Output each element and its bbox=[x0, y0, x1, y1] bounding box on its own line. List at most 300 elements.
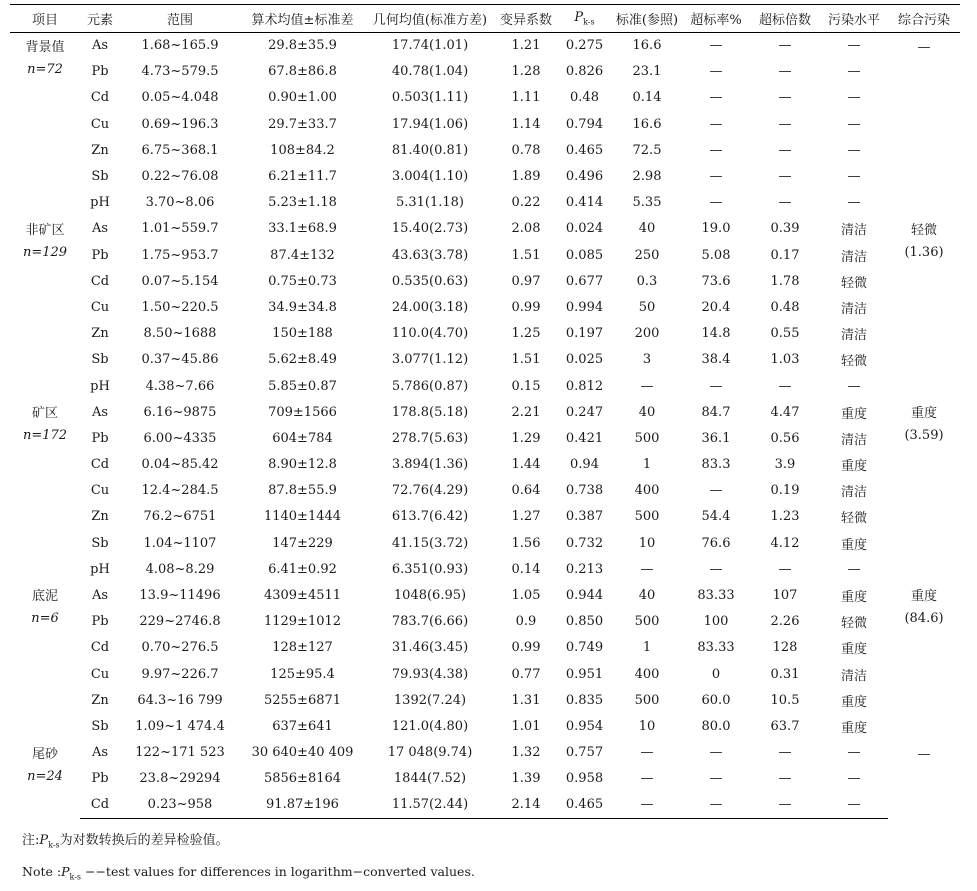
cell-pollution-level: 重度 bbox=[840, 537, 867, 553]
table-row bbox=[10, 687, 960, 713]
cell-arithmetic-mean: 91.87±196 bbox=[240, 792, 365, 818]
cell-geometric-mean: 43.63(3.78) bbox=[391, 247, 469, 263]
cell-coefficient-variation: 0.9 bbox=[515, 614, 537, 630]
cell-exceed-rate: 38.4 bbox=[701, 352, 731, 368]
cell-coefficient-variation: 0.77 bbox=[511, 666, 541, 682]
group-name: 底泥 bbox=[31, 589, 58, 605]
cell-geometric-mean: 178.8(5.18) bbox=[391, 404, 469, 420]
cell-standard: 250 bbox=[634, 247, 660, 263]
composite-level: 轻微 bbox=[910, 222, 937, 238]
cell-exceed-rate: — bbox=[709, 771, 723, 787]
composite-level: 重度 bbox=[910, 406, 937, 422]
table-row bbox=[10, 268, 960, 294]
header-range: 范围 bbox=[120, 5, 240, 33]
table-row bbox=[10, 216, 960, 242]
cell-standard: — bbox=[640, 745, 654, 761]
cell-exceed-multiple: 1.03 bbox=[770, 352, 800, 368]
cell-coefficient-variation: 1.31 bbox=[511, 692, 541, 708]
header-pollution-level: 污染水平 bbox=[820, 5, 888, 33]
cell-element: Zn bbox=[91, 326, 109, 342]
cell-standard: 5.35 bbox=[632, 195, 662, 211]
table-row bbox=[10, 792, 960, 818]
cell-pks: 0.275 bbox=[565, 38, 604, 54]
table-row bbox=[10, 766, 960, 792]
header-geometric-mean: 几何均值(标准方差) bbox=[365, 5, 495, 33]
table-row bbox=[10, 556, 960, 582]
cell-standard: 40 bbox=[638, 221, 656, 237]
cell-exceed-rate: 54.4 bbox=[701, 509, 731, 525]
cell-exceed-rate: 5.08 bbox=[701, 247, 731, 263]
cell-standard: 500 bbox=[634, 692, 660, 708]
cell-range: 4.38~7.66 bbox=[145, 378, 215, 394]
cell-geometric-mean: 278.7(5.63) bbox=[391, 430, 469, 446]
cell-pollution-level: — bbox=[847, 771, 861, 787]
cell-standard: 40 bbox=[638, 404, 656, 420]
cell-exceed-rate: — bbox=[709, 38, 723, 54]
table-row bbox=[10, 33, 960, 59]
cell-element: Zn bbox=[91, 692, 109, 708]
cell-standard: 200 bbox=[634, 326, 660, 342]
cell-element: Cu bbox=[90, 483, 110, 499]
pollution-statistics-table bbox=[10, 4, 960, 819]
note-chinese: 注$:P_{k-s}$为对数转换后的差异检验值。 bbox=[22, 833, 229, 850]
cell-exceed-rate: — bbox=[709, 378, 723, 394]
cell-range: 9.97~226.7 bbox=[141, 666, 219, 682]
cell-standard: 1 bbox=[642, 640, 652, 656]
cell-exceed-rate: 36.1 bbox=[701, 430, 731, 446]
cell-pks: 0.794 bbox=[565, 116, 604, 132]
cell-pks: 0.197 bbox=[565, 326, 604, 342]
group-name: 矿区 bbox=[31, 406, 58, 422]
cell-pollution-level: — bbox=[847, 142, 861, 158]
cell-pollution-level: 重度 bbox=[840, 459, 867, 475]
cell-geometric-mean: 17.94(1.06) bbox=[391, 116, 469, 132]
cell-geometric-mean: 1048(6.95) bbox=[393, 588, 467, 604]
group-label bbox=[10, 582, 80, 739]
cell-element: Cu bbox=[90, 299, 110, 315]
table-row bbox=[10, 347, 960, 373]
cell-range: 4.73~579.5 bbox=[141, 64, 219, 80]
cell-exceed-rate: — bbox=[709, 90, 723, 106]
cell-range: 1.09~1 474.4 bbox=[135, 718, 225, 734]
table-row bbox=[10, 740, 960, 766]
cell-geometric-mean: 0.503(1.11) bbox=[391, 90, 469, 106]
cell-pks: 0.496 bbox=[565, 169, 604, 185]
cell-element: Pb bbox=[91, 430, 109, 446]
cell-geometric-mean: 1392(7.24) bbox=[393, 692, 467, 708]
cell-pks: 0.465 bbox=[565, 142, 604, 158]
group-label bbox=[10, 399, 80, 582]
header-element: 元素 bbox=[80, 5, 120, 33]
cell-standard: 16.6 bbox=[632, 38, 662, 54]
cell-pollution-level: — bbox=[847, 745, 861, 761]
cell-geometric-mean: 6.351(0.93) bbox=[391, 561, 469, 577]
cell-pks: 0.421 bbox=[565, 430, 604, 446]
cell-exceed-multiple: 1.78 bbox=[770, 273, 800, 289]
cell-geometric-mean: 40.78(1.04) bbox=[391, 64, 469, 80]
group-sample-size: n=24 bbox=[27, 768, 63, 784]
cell-exceed-multiple: 128 bbox=[772, 640, 798, 656]
cell-exceed-rate: 83.3 bbox=[701, 457, 731, 473]
cell-geometric-mean: 3.894(1.36) bbox=[391, 457, 469, 473]
cell-range: 64.3~16 799 bbox=[137, 692, 223, 708]
header-exceed-rate: 超标率% bbox=[682, 5, 750, 33]
cell-exceed-rate: — bbox=[709, 116, 723, 132]
cell-pollution-level: 重度 bbox=[840, 590, 867, 606]
cell-exceed-rate: — bbox=[709, 745, 723, 761]
cell-exceed-rate: — bbox=[709, 169, 723, 185]
cell-pollution-level: 清洁 bbox=[840, 249, 867, 265]
cell-range: 13.9~11496 bbox=[139, 588, 221, 604]
cell-pks: 0.414 bbox=[565, 195, 604, 211]
cell-range: 0.07~5.154 bbox=[141, 273, 219, 289]
table-row bbox=[10, 111, 960, 137]
cell-range: 1.01~559.7 bbox=[141, 221, 219, 237]
cell-pks: 0.994 bbox=[565, 299, 604, 315]
cell-exceed-rate: 19.0 bbox=[701, 221, 731, 237]
header-arithmetic-mean: 算术均值±标准差 bbox=[240, 5, 365, 33]
cell-pollution-level: — bbox=[847, 378, 861, 394]
table-row bbox=[10, 661, 960, 687]
cell-pks: 0.732 bbox=[565, 535, 604, 551]
cell-exceed-rate: — bbox=[709, 64, 723, 80]
cell-coefficient-variation: 0.99 bbox=[511, 640, 541, 656]
cell-coefficient-variation: 1.51 bbox=[511, 247, 541, 263]
cell-geometric-mean: 783.7(6.66) bbox=[391, 614, 469, 630]
table-row bbox=[10, 321, 960, 347]
cell-exceed-rate: — bbox=[682, 792, 750, 818]
cell-exceed-rate: — bbox=[709, 142, 723, 158]
cell-exceed-rate: 20.4 bbox=[701, 299, 731, 315]
cell-exceed-multiple: 0.55 bbox=[770, 326, 800, 342]
cell-pollution-level: — bbox=[847, 169, 861, 185]
cell-range: 0.04~85.42 bbox=[141, 457, 219, 473]
cell-exceed-rate: 76.6 bbox=[701, 535, 731, 551]
cell-arithmetic-mean: 128±127 bbox=[272, 640, 333, 656]
cell-exceed-rate: 100 bbox=[703, 614, 729, 630]
cell-exceed-rate: 84.7 bbox=[701, 404, 731, 420]
cell-geometric-mean: 31.46(3.45) bbox=[391, 640, 469, 656]
cell-pollution-level: 轻微 bbox=[840, 354, 867, 370]
cell-exceed-multiple: 3.9 bbox=[774, 457, 796, 473]
table-row bbox=[10, 530, 960, 556]
composite-pollution bbox=[888, 399, 960, 582]
cell-element: Zn bbox=[91, 142, 109, 158]
cell-standard: 500 bbox=[634, 509, 660, 525]
cell-range: 23.8~29294 bbox=[139, 771, 221, 787]
cell-coefficient-variation: 1.14 bbox=[511, 116, 541, 132]
composite-pollution bbox=[888, 740, 960, 819]
cell-coefficient-variation: 1.89 bbox=[511, 169, 541, 185]
header-item: 项目 bbox=[10, 5, 80, 33]
cell-exceed-multiple: 2.26 bbox=[770, 614, 800, 630]
cell-exceed-multiple: 0.17 bbox=[770, 247, 800, 263]
composite-pollution bbox=[888, 216, 960, 399]
cell-arithmetic-mean: 6.41±0.92 bbox=[268, 561, 337, 577]
cell-standard: — bbox=[612, 792, 682, 818]
cell-arithmetic-mean: 87.4±132 bbox=[270, 247, 335, 263]
cell-pks: 0.850 bbox=[565, 614, 604, 630]
cell-standard: 10 bbox=[638, 535, 656, 551]
group-sample-size: n=72 bbox=[27, 62, 63, 77]
cell-arithmetic-mean: 8.90±12.8 bbox=[268, 457, 337, 473]
cell-arithmetic-mean: 33.1±68.9 bbox=[268, 221, 337, 237]
cell-exceed-multiple: — bbox=[778, 745, 792, 761]
cell-range: 0.70~276.5 bbox=[141, 640, 219, 656]
cell-pollution-level: — bbox=[847, 90, 861, 106]
cell-element: Cd bbox=[90, 640, 110, 656]
cell-exceed-multiple: 0.56 bbox=[770, 430, 800, 446]
cell-pollution-level: 轻微 bbox=[840, 616, 867, 632]
table-row bbox=[10, 425, 960, 451]
table-row bbox=[10, 478, 960, 504]
cell-arithmetic-mean: 6.21±11.7 bbox=[268, 169, 337, 185]
cell-coefficient-variation: 0.99 bbox=[511, 299, 541, 315]
cell-coefficient-variation: 0.78 bbox=[511, 142, 541, 158]
cell-standard: 10 bbox=[638, 718, 656, 734]
cell-geometric-mean: 17.74(1.01) bbox=[391, 38, 469, 54]
cell-coefficient-variation: 2.14 bbox=[495, 792, 557, 818]
cell-range: 1.75~953.7 bbox=[141, 247, 219, 263]
table-row bbox=[10, 59, 960, 85]
cell-element: Pb bbox=[91, 771, 109, 787]
cell-exceed-rate: 60.0 bbox=[701, 692, 731, 708]
cell-coefficient-variation: 1.56 bbox=[511, 535, 541, 551]
cell-exceed-rate: — bbox=[709, 195, 723, 211]
cell-standard: 3 bbox=[642, 352, 652, 368]
cell-pollution-level: 重度 bbox=[840, 642, 867, 658]
cell-coefficient-variation: 1.28 bbox=[511, 64, 541, 80]
cell-arithmetic-mean: 637±641 bbox=[272, 718, 333, 734]
cell-pollution-level: 清洁 bbox=[840, 223, 867, 239]
group-label bbox=[10, 216, 80, 399]
cell-standard: 40 bbox=[638, 588, 656, 604]
cell-element: Pb bbox=[91, 614, 109, 630]
cell-exceed-rate: 80.0 bbox=[701, 718, 731, 734]
group-sample-size: n=129 bbox=[22, 244, 68, 260]
cell-coefficient-variation: 0.14 bbox=[511, 561, 541, 577]
cell-arithmetic-mean: 5856±8164 bbox=[263, 771, 342, 787]
cell-exceed-multiple: 4.47 bbox=[770, 404, 800, 420]
cell-element: As bbox=[91, 404, 109, 420]
note-english: Note $:P_{k-s}$ −−test values for differences in logarithm−converted values. bbox=[22, 863, 475, 882]
cell-standard: 2.98 bbox=[632, 169, 662, 185]
cell-range: 8.50~1688 bbox=[143, 326, 217, 342]
cell-element: Zn bbox=[91, 509, 109, 525]
cell-coefficient-variation: 1.21 bbox=[511, 38, 541, 54]
cell-exceed-multiple: — bbox=[778, 771, 792, 787]
cell-range: 0.69~196.3 bbox=[141, 116, 219, 132]
composite-level: 重度 bbox=[910, 589, 937, 605]
cell-coefficient-variation: 0.15 bbox=[511, 378, 541, 394]
group-label bbox=[10, 740, 80, 819]
cell-range: 1.04~1107 bbox=[143, 535, 217, 551]
group-name: 非矿区 bbox=[25, 222, 65, 238]
cell-element: Pb bbox=[91, 247, 109, 263]
cell-pollution-level: 重度 bbox=[840, 406, 867, 422]
cell-element: pH bbox=[90, 378, 110, 394]
cell-exceed-multiple: 0.31 bbox=[770, 666, 800, 682]
cell-arithmetic-mean: 125±95.4 bbox=[270, 666, 335, 682]
composite-value: (84.6) bbox=[904, 611, 944, 627]
cell-exceed-multiple: — bbox=[778, 38, 792, 54]
cell-geometric-mean: 15.40(2.73) bbox=[391, 221, 469, 237]
cell-element: Cd bbox=[80, 792, 120, 818]
cell-geometric-mean: 24.00(3.18) bbox=[391, 299, 469, 315]
cell-coefficient-variation: 1.32 bbox=[511, 745, 541, 761]
cell-pollution-level: 清洁 bbox=[840, 301, 867, 317]
table-row bbox=[10, 582, 960, 608]
cell-standard: 72.5 bbox=[632, 142, 662, 158]
cell-coefficient-variation: 1.01 bbox=[511, 718, 541, 734]
cell-exceed-multiple: — bbox=[778, 90, 792, 106]
cell-range: 0.22~76.08 bbox=[141, 169, 219, 185]
group-name: 背景值 bbox=[25, 40, 65, 55]
group-sample-size: n=172 bbox=[22, 428, 68, 444]
cell-arithmetic-mean: 5255±6871 bbox=[263, 692, 342, 708]
header-exceed-multiple: 超标倍数 bbox=[750, 5, 820, 33]
cell-element: Sb bbox=[91, 718, 109, 734]
cell-arithmetic-mean: 108±84.2 bbox=[270, 142, 335, 158]
cell-range: 3.70~8.06 bbox=[145, 195, 215, 211]
table-row bbox=[10, 713, 960, 739]
composite-level: — bbox=[917, 746, 931, 762]
table-row bbox=[10, 504, 960, 530]
cell-pks: 0.213 bbox=[565, 561, 604, 577]
cell-pks: 0.757 bbox=[565, 745, 604, 761]
cell-exceed-rate: 0 bbox=[711, 666, 721, 682]
cell-geometric-mean: 41.15(3.72) bbox=[391, 535, 469, 551]
cell-arithmetic-mean: 5.85±0.87 bbox=[268, 378, 337, 394]
cell-pks: 0.024 bbox=[565, 221, 604, 237]
cell-element: As bbox=[91, 745, 109, 761]
cell-geometric-mean: 121.0(4.80) bbox=[391, 718, 469, 734]
group-sample-size: n=6 bbox=[31, 611, 59, 627]
cell-geometric-mean: 1844(7.52) bbox=[393, 771, 467, 787]
cell-exceed-multiple: 107 bbox=[772, 588, 798, 604]
cell-arithmetic-mean: 0.90±1.00 bbox=[268, 90, 337, 106]
cell-geometric-mean: 17 048(9.74) bbox=[387, 745, 473, 761]
composite-value: (1.36) bbox=[904, 244, 944, 260]
cell-standard: 16.6 bbox=[632, 116, 662, 132]
cell-coefficient-variation: 1.29 bbox=[511, 430, 541, 446]
cell-range: 229~2746.8 bbox=[139, 614, 221, 630]
table-notes bbox=[22, 828, 475, 890]
cell-standard: 500 bbox=[634, 430, 660, 446]
cell-exceed-rate: 73.6 bbox=[701, 273, 731, 289]
cell-arithmetic-mean: 1140±1444 bbox=[263, 509, 342, 525]
group-name: 尾砂 bbox=[31, 746, 58, 762]
cell-geometric-mean: 3.004(1.10) bbox=[391, 169, 469, 185]
cell-pollution-level: 轻微 bbox=[840, 511, 867, 527]
cell-standard: 1 bbox=[642, 457, 652, 473]
cell-pollution-level: 清洁 bbox=[840, 328, 867, 344]
cell-pks: 0.677 bbox=[565, 273, 604, 289]
table-row bbox=[10, 190, 960, 216]
table-row bbox=[10, 137, 960, 163]
cell-exceed-rate: — bbox=[709, 561, 723, 577]
cell-geometric-mean: 11.57(2.44) bbox=[365, 792, 495, 818]
cell-pollution-level: 清洁 bbox=[840, 485, 867, 501]
cell-geometric-mean: 81.40(0.81) bbox=[391, 142, 469, 158]
cell-pks: 0.826 bbox=[565, 64, 604, 80]
cell-arithmetic-mean: 87.8±55.9 bbox=[268, 483, 337, 499]
cell-standard: — bbox=[640, 378, 654, 394]
cell-pollution-level: 清洁 bbox=[840, 668, 867, 684]
cell-exceed-multiple: — bbox=[778, 142, 792, 158]
cell-pollution-level: — bbox=[847, 116, 861, 132]
cell-arithmetic-mean: 30 640±40 409 bbox=[251, 745, 354, 761]
cell-element: Sb bbox=[91, 169, 109, 185]
table-row bbox=[10, 294, 960, 320]
cell-pks: 0.085 bbox=[565, 247, 604, 263]
cell-exceed-multiple: — bbox=[778, 64, 792, 80]
cell-exceed-multiple: 10.5 bbox=[770, 692, 800, 708]
cell-coefficient-variation: 1.25 bbox=[511, 326, 541, 342]
cell-arithmetic-mean: 0.75±0.73 bbox=[268, 273, 337, 289]
cell-pollution-level: 轻微 bbox=[840, 275, 867, 291]
cell-standard: 23.1 bbox=[632, 64, 662, 80]
cell-pks: 0.738 bbox=[565, 483, 604, 499]
cell-pollution-level: — bbox=[847, 561, 861, 577]
composite-pollution bbox=[888, 582, 960, 739]
cell-pollution-level: — bbox=[847, 195, 861, 211]
cell-coefficient-variation: 0.97 bbox=[511, 273, 541, 289]
group-label bbox=[10, 33, 80, 216]
table-row bbox=[10, 163, 960, 189]
table-row bbox=[10, 452, 960, 478]
cell-standard: 500 bbox=[634, 614, 660, 630]
cell-arithmetic-mean: 709±1566 bbox=[268, 404, 337, 420]
cell-element: Pb bbox=[91, 64, 109, 80]
cell-range: 6.00~4335 bbox=[143, 430, 217, 446]
cell-arithmetic-mean: 67.8±86.8 bbox=[268, 64, 337, 80]
cell-geometric-mean: 3.077(1.12) bbox=[391, 352, 469, 368]
header-pks: $P_{k-s}$ bbox=[557, 5, 612, 33]
cell-coefficient-variation: 0.64 bbox=[511, 483, 541, 499]
cell-arithmetic-mean: 5.23±1.18 bbox=[268, 195, 337, 211]
table-header-row bbox=[10, 5, 960, 33]
cell-pks: 0.247 bbox=[565, 404, 604, 420]
cell-pks: 0.944 bbox=[565, 588, 604, 604]
cell-range: 12.4~284.5 bbox=[141, 483, 219, 499]
cell-element: pH bbox=[90, 561, 110, 577]
cell-range: 122~171 523 bbox=[135, 745, 225, 761]
cell-range: 1.50~220.5 bbox=[141, 299, 219, 315]
cell-element: As bbox=[91, 588, 109, 604]
cell-pks: 0.387 bbox=[565, 509, 604, 525]
cell-pks: 0.835 bbox=[565, 692, 604, 708]
cell-arithmetic-mean: 1129±1012 bbox=[263, 614, 342, 630]
cell-exceed-multiple: — bbox=[778, 169, 792, 185]
cell-arithmetic-mean: 604±784 bbox=[272, 430, 333, 446]
cell-exceed-rate: 83.33 bbox=[697, 588, 735, 604]
cell-pks: 0.812 bbox=[565, 378, 604, 394]
cell-range: 4.08~8.29 bbox=[145, 561, 215, 577]
cell-standard: 0.3 bbox=[636, 273, 658, 289]
composite-value: (3.59) bbox=[904, 428, 944, 444]
cell-coefficient-variation: 2.21 bbox=[511, 404, 541, 420]
cell-coefficient-variation: 1.51 bbox=[511, 352, 541, 368]
cell-exceed-multiple: — bbox=[778, 378, 792, 394]
cell-exceed-rate: — bbox=[709, 483, 723, 499]
cell-arithmetic-mean: 4309±4511 bbox=[263, 588, 342, 604]
table-row bbox=[10, 635, 960, 661]
cell-coefficient-variation: 1.39 bbox=[511, 771, 541, 787]
cell-exceed-multiple: — bbox=[778, 561, 792, 577]
header-coefficient-variation: 变异系数 bbox=[495, 5, 557, 33]
cell-geometric-mean: 110.0(4.70) bbox=[391, 326, 469, 342]
